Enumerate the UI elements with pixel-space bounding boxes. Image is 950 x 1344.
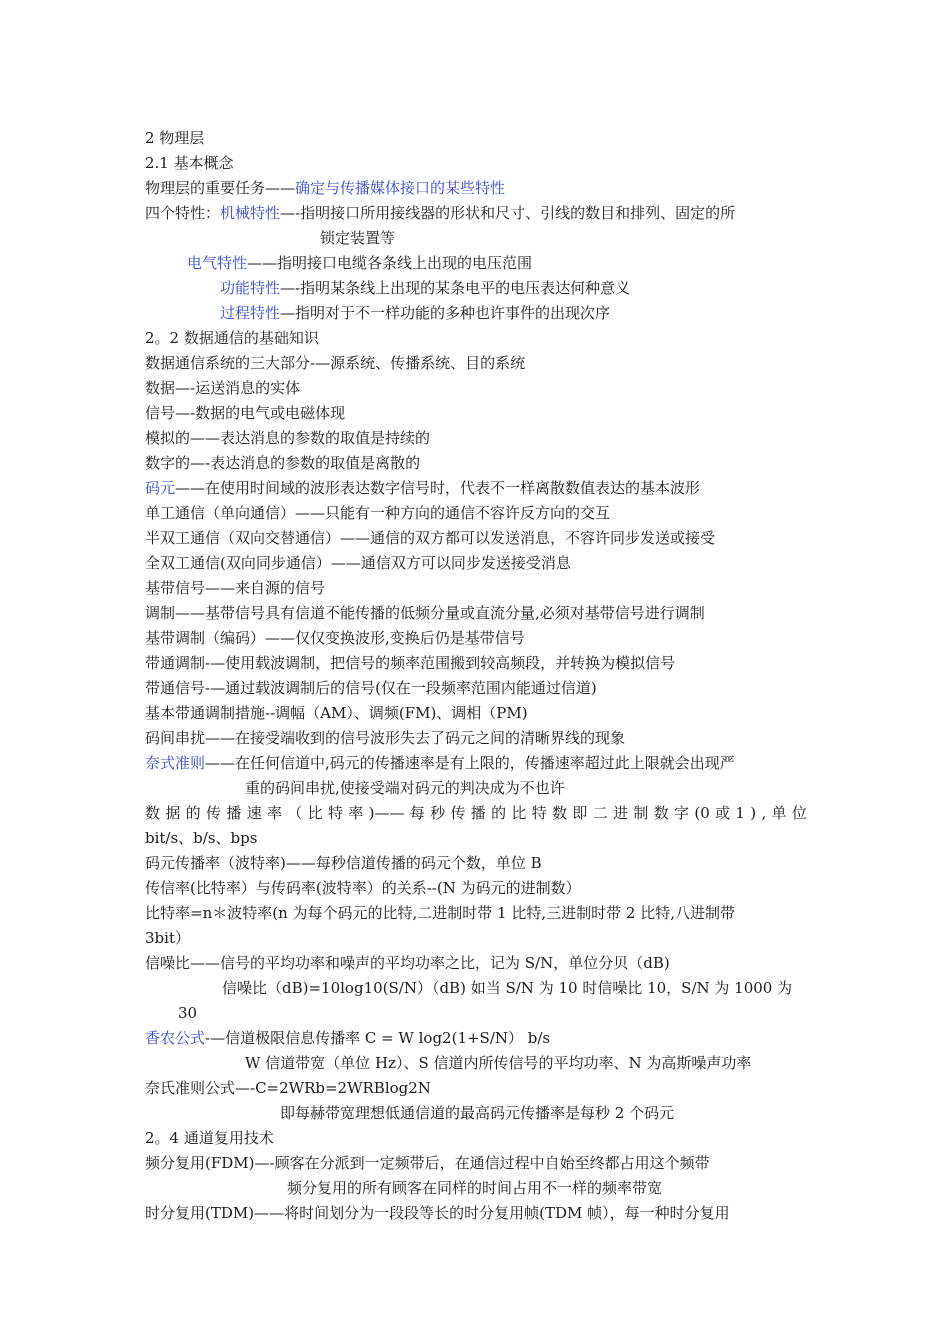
text-line [220,276,630,301]
text-line: 码间串扰——在接受端收到的信号波形失去了码元之间的清晰界线的现象 [145,729,626,747]
text-line: 比特率=n＊波特率(n 为每个码元的比特,二进制时带 1 比特,三进制时带 2 比特,八进制带 [145,904,735,922]
subsection-heading: 2。4 通道复用技术 [145,1129,274,1147]
text-line: 半双工通信（双向交替通信）——通信的双方都可以发送消息，不容许同步发送或接受 [145,529,716,547]
text-line: 数据—-运送消息的实体 [145,379,301,397]
subsection-heading: 2。2 数据通信的基础知识 [145,329,319,347]
highlight-term: 功能特性 [220,279,281,297]
highlight-term: 码元 [145,479,176,497]
justified-token: (0 [694,804,710,822]
justified-token: ) [750,804,757,822]
text-span: ——在任何信道中,码元的传播速率是有上限的，传播速率超过此上限就会出现严 [205,754,735,772]
text-span: 物理层的重要任务—— [145,179,296,197]
text-line [220,301,610,326]
text-line: 带通调制-—使用载波调制，把信号的频率范围搬到较高频段，并转换为模拟信号 [145,654,676,672]
justified-token: 速 [246,804,262,822]
justified-token: 率 [348,804,364,822]
justified-token: 的 [185,804,201,822]
justified-token: , [761,804,767,822]
text-line: 数字的—-表达消息的参数的取值是离散的 [145,454,421,472]
text-line: 调制——基带信号具有信道不能传播的低频分量或直流分量,必须对基带信号进行调制 [145,604,705,622]
text-line [145,1026,550,1051]
highlight-term: 奈式准则 [145,754,206,772]
text-line [145,176,505,201]
text-line: 单工通信（单向通信）——只能有一种方向的通信不容许反方向的交互 [145,504,611,522]
text-line: 基本带通调制措施--调幅（AM）、调频(FM)、调相（PM) [145,704,528,722]
justified-token: 特 [327,804,343,822]
text-line: 传信率(比特率）与传码率(波特率）的关系--(N 为码元的进制数） [145,879,581,897]
highlight-term: 过程特性 [220,304,281,322]
text-line [187,251,532,276]
justified-token: )—— [368,804,405,822]
justified-token: 进 [613,804,629,822]
justified-text-line [145,801,807,826]
justified-token: 1 [735,804,745,822]
text-line: 即每赫带宽理想低通信道的最高码元传播率是每秒 2 个码元 [280,1104,675,1122]
justified-token: 每 [409,804,425,822]
text-line: 频分复用(FDM)—-顾客在分派到一定频带后，在通信过程中自始至终都占用这个频带 [145,1154,710,1172]
justified-token: 的 [491,804,507,822]
text-span: 四个特性： [145,204,221,222]
text-line [145,201,735,226]
justified-token: 字 [674,804,690,822]
text-line: 全双工通信(双向同步通信）——通信双方可以同步发送接受消息 [145,554,571,572]
text-span: ——指明接口电缆各条线上出现的电压范围 [247,254,533,272]
justified-token: 即 [572,804,588,822]
justified-token: 特 [531,804,547,822]
text-span: -—信道极限信息传播率 C = W log2(1+S/N） b/s [205,1029,551,1047]
text-span: —-指明某条线上出现的某条电平的电压表达何种意义 [280,279,631,297]
justified-token: （ [287,804,303,822]
text-line: 基带信号——来自源的信号 [145,579,326,597]
highlight-term: 机械特性 [220,204,281,222]
text-line: W 信道带宽（单位 Hz）、S 信道内所传信号的平均功率、N 为高斯噪声功率 [245,1054,752,1072]
highlight-term: 香农公式 [145,1029,206,1047]
justified-token: 位 [791,804,807,822]
text-span: —-指明接口所用接线器的形状和尺寸、引线的数目和排列、固定的所 [280,204,736,222]
text-line: 30 [178,1004,198,1022]
justified-token: 数 [552,804,568,822]
text-line [145,476,700,501]
text-line: 信噪比（dB)=10log10(S/N）（dB) 如当 S/N 为 10 时信噪比 10，S/N 为 1000 为 [222,979,793,997]
section-heading: 2 物理层 [145,129,205,147]
justified-token: 单 [771,804,787,822]
text-line: 码元传播率（波特率)——每秒信道传播的码元个数，单位 B [145,854,542,872]
justified-token: 秒 [430,804,446,822]
justified-token: 传 [205,804,221,822]
justified-token: 比 [307,804,323,822]
justified-token: 或 [715,804,731,822]
text-line: 时分复用(TDM)——将时间划分为一段段等长的时分复用帧(TDM 帧），每一种时分复用 [145,1204,730,1222]
text-line: bit/s、b/s、bps [145,829,258,847]
justified-token: 比 [511,804,527,822]
text-line: 3bit） [145,929,190,947]
text-line: 基带调制（编码）——仅仅变换波形,变换后仍是基带信号 [145,629,525,647]
text-span: ——在使用时间域的波形表达数字信号时，代表不一样离散数值表达的基本波形 [175,479,701,497]
justified-token: 率 [266,804,282,822]
text-line: 频分复用的所有顾客在同样的时间占用不一样的频率带宽 [287,1179,663,1197]
justified-token: 据 [165,804,181,822]
justified-token: 传 [450,804,466,822]
text-line: 模拟的——表达消息的参数的取值是持续的 [145,429,431,447]
subsection-heading: 2.1 基本概念 [145,154,234,172]
justified-token: 数 [145,804,161,822]
text-line [145,751,735,776]
text-line: 数据通信系统的三大部分-—源系统、传播系统、目的系统 [145,354,526,372]
justified-token: 二 [592,804,608,822]
highlight-term: 电气特性 [187,254,248,272]
justified-token: 播 [470,804,486,822]
text-line: 奈氏准则公式—-C=2WRb=2WRBlog2N [145,1079,431,1097]
highlight-term: 确定与传播媒体接口的某些特性 [295,179,506,197]
justified-token: 数 [653,804,669,822]
text-line: 信号—-数据的电气或电磁体现 [145,404,346,422]
justified-token: 制 [633,804,649,822]
text-line: 锁定装置等 [320,229,396,247]
text-span: —指明对于不一样功能的多种也许事件的出现次序 [280,304,611,322]
justified-token: 播 [226,804,242,822]
text-line: 带通信号-—通过载波调制后的信号(仅在一段频率范围内能通过信道) [145,679,597,697]
text-line: 重的码间串扰,使接受端对码元的判决成为不也许 [245,779,565,797]
text-line: 信噪比——信号的平均功率和噪声的平均功率之比，记为 S/N，单位分贝（dB) [145,954,670,972]
